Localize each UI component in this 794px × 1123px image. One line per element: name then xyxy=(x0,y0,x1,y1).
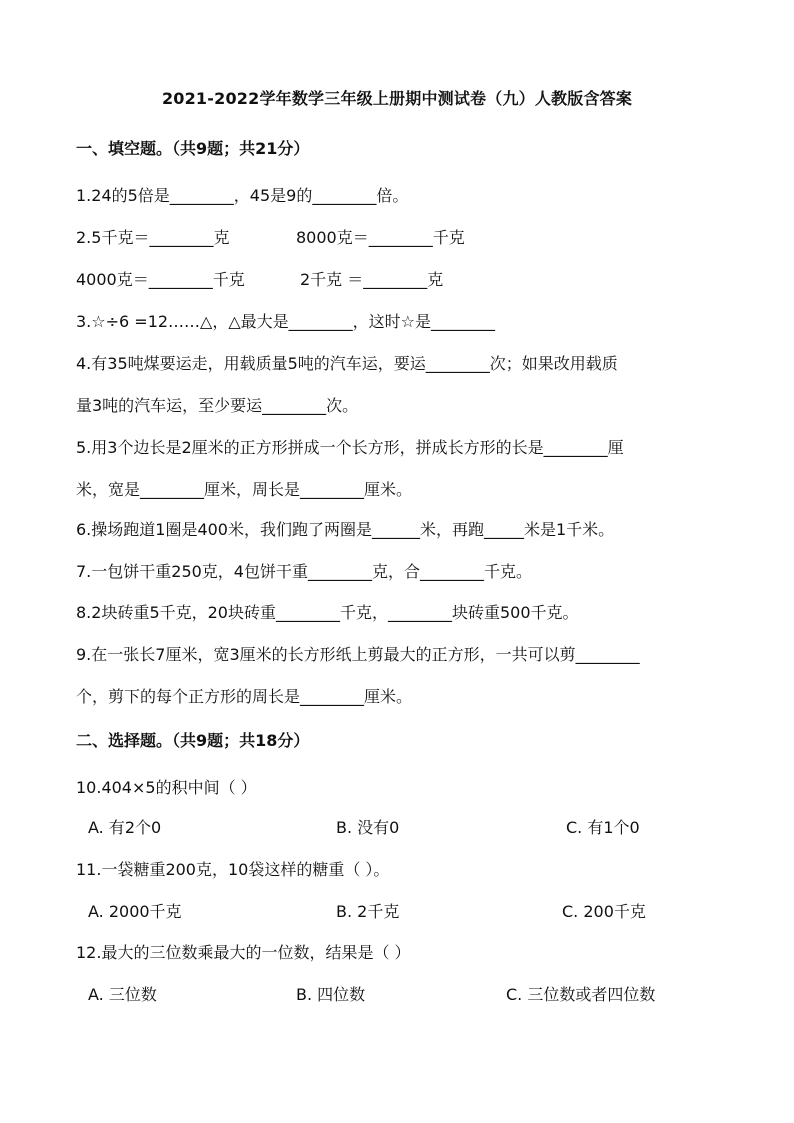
question-12-option-c: C. 三位数或者四位数 xyxy=(506,985,656,1004)
question-11-option-b: B. 2千克 xyxy=(336,902,400,921)
question-10-option-c: C. 有1个0 xyxy=(566,818,640,837)
question-2-line-2a: 4000克＝________千克 xyxy=(76,270,245,289)
question-8: 8.2块砖重5千克，20块砖重________千克，________块砖重500千克。 xyxy=(76,603,579,622)
question-9-line-1: 9.在一张长7厘米，宽3厘米的长方形纸上剪最大的正方形，一共可以剪________ xyxy=(76,645,640,664)
question-4-line-1: 4.有35吨煤要运走，用载质量5吨的汽车运，要运________次；如果改用载质 xyxy=(76,354,618,373)
question-5-line-1: 5.用3个边长是2厘米的正方形拼成一个长方形，拼成长方形的长是________厘 xyxy=(76,438,624,457)
question-7: 7.一包饼干重250克，4包饼干重________克，合________千克。 xyxy=(76,562,532,581)
question-11-option-c: C. 200千克 xyxy=(562,902,646,921)
question-12-option-a: A. 三位数 xyxy=(88,985,157,1004)
question-5-line-2: 米，宽是________厘米，周长是________厘米。 xyxy=(76,480,413,499)
question-2-line-1b: 8000克＝________千克 xyxy=(296,228,465,247)
question-12-option-b: B. 四位数 xyxy=(296,985,366,1004)
question-10-option-b: B. 没有0 xyxy=(336,818,400,837)
question-11-stem: 11.一袋糖重200克，10袋这样的糖重（ ）。 xyxy=(76,860,390,879)
question-9-line-2: 个，剪下的每个正方形的周长是________厘米。 xyxy=(76,687,413,706)
question-10-stem: 10.404×5的积中间（ ） xyxy=(76,778,257,797)
question-11-option-a: A. 2000千克 xyxy=(88,902,182,921)
question-6: 6.操场跑道1圈是400米，我们跑了两圈是______米，再跑_____米是1千米。 xyxy=(76,520,615,539)
section-multiple-choice-heading: 二、选择题。（共9题；共18分） xyxy=(76,731,310,750)
question-12-stem: 12.最大的三位数乘最大的一位数，结果是（ ） xyxy=(76,943,411,962)
question-2-line-2b: 2千克 ＝________克 xyxy=(300,270,444,289)
question-10-option-a: A. 有2个0 xyxy=(88,818,162,837)
question-2-line-1a: 2.5千克＝________克 xyxy=(76,228,230,247)
question-1: 1.24的5倍是________，45是9的________倍。 xyxy=(76,186,409,205)
question-4-line-2: 量3吨的汽车运，至少要运________次。 xyxy=(76,396,359,415)
page-title: 2021-2022学年数学三年级上册期中测试卷（九）人教版含答案 xyxy=(161,89,633,108)
section-fill-in-blank-heading: 一、填空题。（共9题；共21分） xyxy=(76,139,310,158)
question-3: 3.☆÷6 =12……△，△最大是________，这时☆是________ xyxy=(76,312,496,331)
